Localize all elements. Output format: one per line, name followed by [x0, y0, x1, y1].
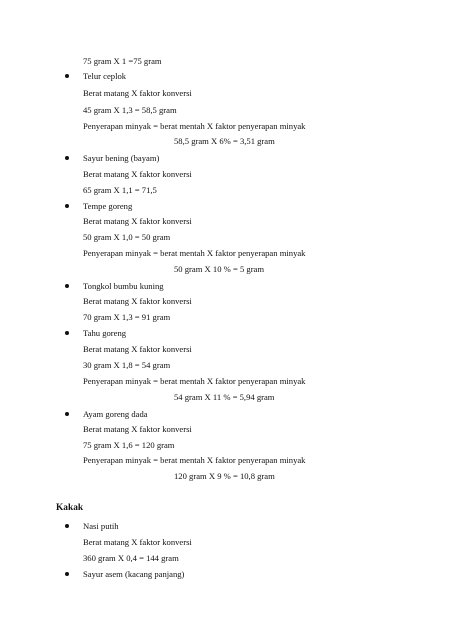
- calc-result: 120 gram X 9 % = 10,8 gram: [174, 471, 275, 481]
- calc-line: Berat matang X faktor konversi: [83, 88, 192, 98]
- calc-line: Berat matang X faktor konversi: [83, 344, 192, 354]
- calc-line: Berat matang X faktor konversi: [83, 216, 192, 226]
- bullet-icon: [65, 524, 69, 528]
- list-item-title: Tahu goreng: [83, 328, 127, 338]
- bullet-icon: [65, 572, 69, 576]
- list-item-title: Sayur asem (kacang panjang): [83, 569, 185, 579]
- calc-line: Penyerapan minyak = berat mentah X faktor penyerapan minyak: [83, 376, 306, 386]
- calc-line: 75 gram X 1 =75 gram: [83, 56, 162, 66]
- calc-line: Penyerapan minyak = berat mentah X faktor penyerapan minyak: [83, 455, 306, 465]
- calc-line: Penyerapan minyak = berat mentah X faktor penyerapan minyak: [83, 121, 306, 131]
- calc-line: 30 gram X 1,8 = 54 gram: [83, 360, 171, 370]
- calc-line: Berat matang X faktor konversi: [83, 537, 192, 547]
- calc-line: 70 gram X 1,3 = 91 gram: [83, 312, 171, 322]
- calc-line: 50 gram X 1,0 = 50 gram: [83, 232, 171, 242]
- bullet-icon: [65, 204, 69, 208]
- calc-result: 50 gram X 10 % = 5 gram: [174, 264, 265, 274]
- calc-line: Berat matang X faktor konversi: [83, 169, 192, 179]
- list-item-title: Tempe goreng: [83, 201, 133, 211]
- calc-line: 45 gram X 1,3 = 58,5 gram: [83, 105, 177, 115]
- section-heading: Kakak: [56, 503, 84, 513]
- calc-line: Berat matang X faktor konversi: [83, 296, 192, 306]
- bullet-icon: [65, 331, 69, 335]
- bullet-icon: [65, 284, 69, 288]
- calc-line: 65 gram X 1,1 = 71,5: [83, 185, 157, 195]
- list-item-title: Telur ceplok: [83, 71, 127, 81]
- calc-line: Berat matang X faktor konversi: [83, 424, 192, 434]
- calc-result: 58,5 gram X 6% = 3,51 gram: [174, 136, 275, 146]
- bullet-icon: [65, 412, 69, 416]
- bullet-icon: [65, 74, 69, 78]
- calc-line: 75 gram X 1,6 = 120 gram: [83, 440, 175, 450]
- list-item-title: Ayam goreng dada: [83, 409, 148, 419]
- calc-result: 54 gram X 11 % = 5,94 gram: [174, 392, 275, 402]
- bullet-icon: [65, 156, 69, 160]
- list-item-title: Sayur bening (bayam): [83, 153, 160, 163]
- calc-line: 360 gram X 0,4 = 144 gram: [83, 553, 179, 563]
- calc-line: Penyerapan minyak = berat mentah X faktor penyerapan minyak: [83, 248, 306, 258]
- list-item-title: Tongkol bumbu kuning: [83, 281, 164, 291]
- list-item-title: Nasi putih: [83, 521, 119, 531]
